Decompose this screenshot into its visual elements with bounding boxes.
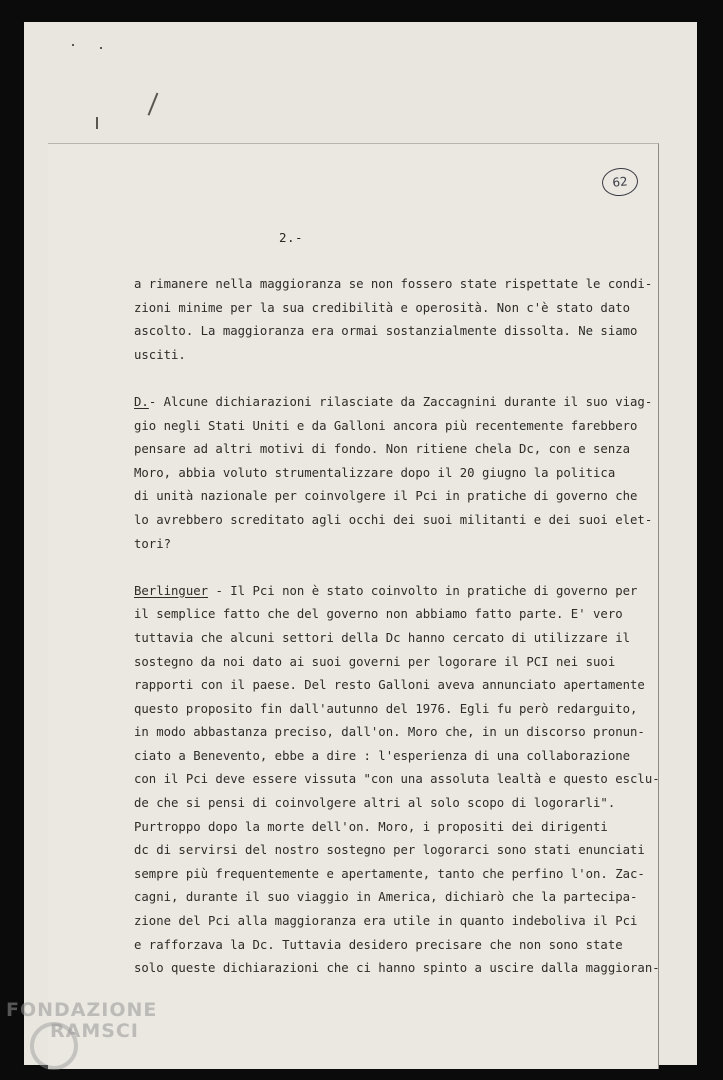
question-first-line — [134, 394, 654, 418]
watermark — [6, 1000, 157, 1042]
text-line: usciti. — [134, 347, 186, 362]
text-line: con il Pci deve essere vissuta "con una assoluta lealtà e questo esclu- — [134, 772, 660, 787]
pencil-mark-small — [96, 117, 98, 129]
pencil-mark — [148, 93, 158, 116]
text-line: il semplice fatto che del governo non abbiamo fatto parte. E' vero — [134, 607, 623, 622]
text-line: gio negli Stati Uniti e da Galloni ancora più recentemente farebbero — [134, 418, 638, 433]
text-line: a rimanere nella maggioranza se non fossero state rispettate le condi- — [134, 277, 653, 291]
text-line: dc di servirsi del nostro sostegno per logorarci sono stati enunciati — [134, 843, 645, 858]
text-line: sempre più frequentemente e apertamente, tanto che perfino l'on. Zac- — [134, 866, 645, 881]
text-line: e rafforzava la Dc. Tuttavia desidero precisare che non sono state — [134, 937, 623, 952]
paper-speck — [72, 44, 74, 46]
text-line: tori? — [134, 536, 172, 551]
text-line: in modo abbastanza preciso, dall'on. Moro che, in un discorso pronun- — [134, 725, 645, 740]
text-line: rapporti con il paese. Del resto Galloni aveva annunciato apertamente — [134, 678, 645, 693]
speaker-label: Berlinguer — [134, 583, 209, 598]
question-first-text: - Alcune dichiarazioni rilasciate da Zaccagnini durante il suo viag- — [148, 394, 653, 409]
text-line: cagni, durante il suo viaggio in America, dichiarò che la partecipa- — [134, 890, 638, 905]
text-line: ascolto. La maggioranza era ormai sostanzialmente dissolta. Ne siamo — [134, 324, 638, 339]
text-line: solo queste dichiarazioni che ci hanno spinto a uscire dalla maggioran- — [134, 961, 660, 976]
watermark-line-1: FONDAZIONE — [6, 999, 158, 1021]
text-line: lo avrebbero screditato agli occhi dei suoi militanti e dei suoi elet- — [134, 512, 653, 527]
typed-text — [134, 276, 660, 984]
text-line: pensare ad altri motivi di fondo. Non ritiene chela Dc, con e senza — [134, 442, 631, 457]
watermark-line-2: RAMSCI — [50, 1020, 139, 1042]
text-line: Purtroppo dopo la morte dell'on. Moro, i propositi dei dirigenti — [134, 819, 608, 834]
text-line: Moro, abbia voluto strumentalizzare dopo il 20 giugno la politica — [134, 465, 616, 480]
page-number: 2.- — [279, 230, 304, 245]
text-line: zioni minime per la sua credibilità e operosità. Non c'è stato dato — [134, 300, 631, 315]
answer-first-line — [134, 583, 654, 607]
archive-page-stamp: 62 — [601, 166, 640, 198]
text-line: questo proposito fin dall'autunno del 1976. Egli fu però redarguito, — [134, 701, 638, 716]
text-line: de che si pensi di coinvolgere altri al solo scopo di logorarli". — [134, 796, 616, 811]
paper-speck — [100, 47, 102, 49]
text-line: tuttavia che alcuni settori della Dc hanno cercato di utilizzare il — [134, 630, 631, 645]
text-line: di unità nazionale per coinvolgere il Pci in pratiche di governo che — [134, 489, 638, 504]
text-line: sostegno da noi dato ai suoi governi per logorare il PCI nei suoi — [134, 654, 616, 669]
answer-first-text: - Il Pci non è stato coinvolto in pratiche di governo per — [208, 583, 638, 598]
text-line: zione del Pci alla maggioranza era utile in quanto indeboliva il Pci — [134, 914, 638, 929]
question-label: D. — [134, 394, 149, 409]
text-line: ciato a Benevento, ebbe a dire : l'esperienza di una collaborazione — [134, 748, 631, 763]
